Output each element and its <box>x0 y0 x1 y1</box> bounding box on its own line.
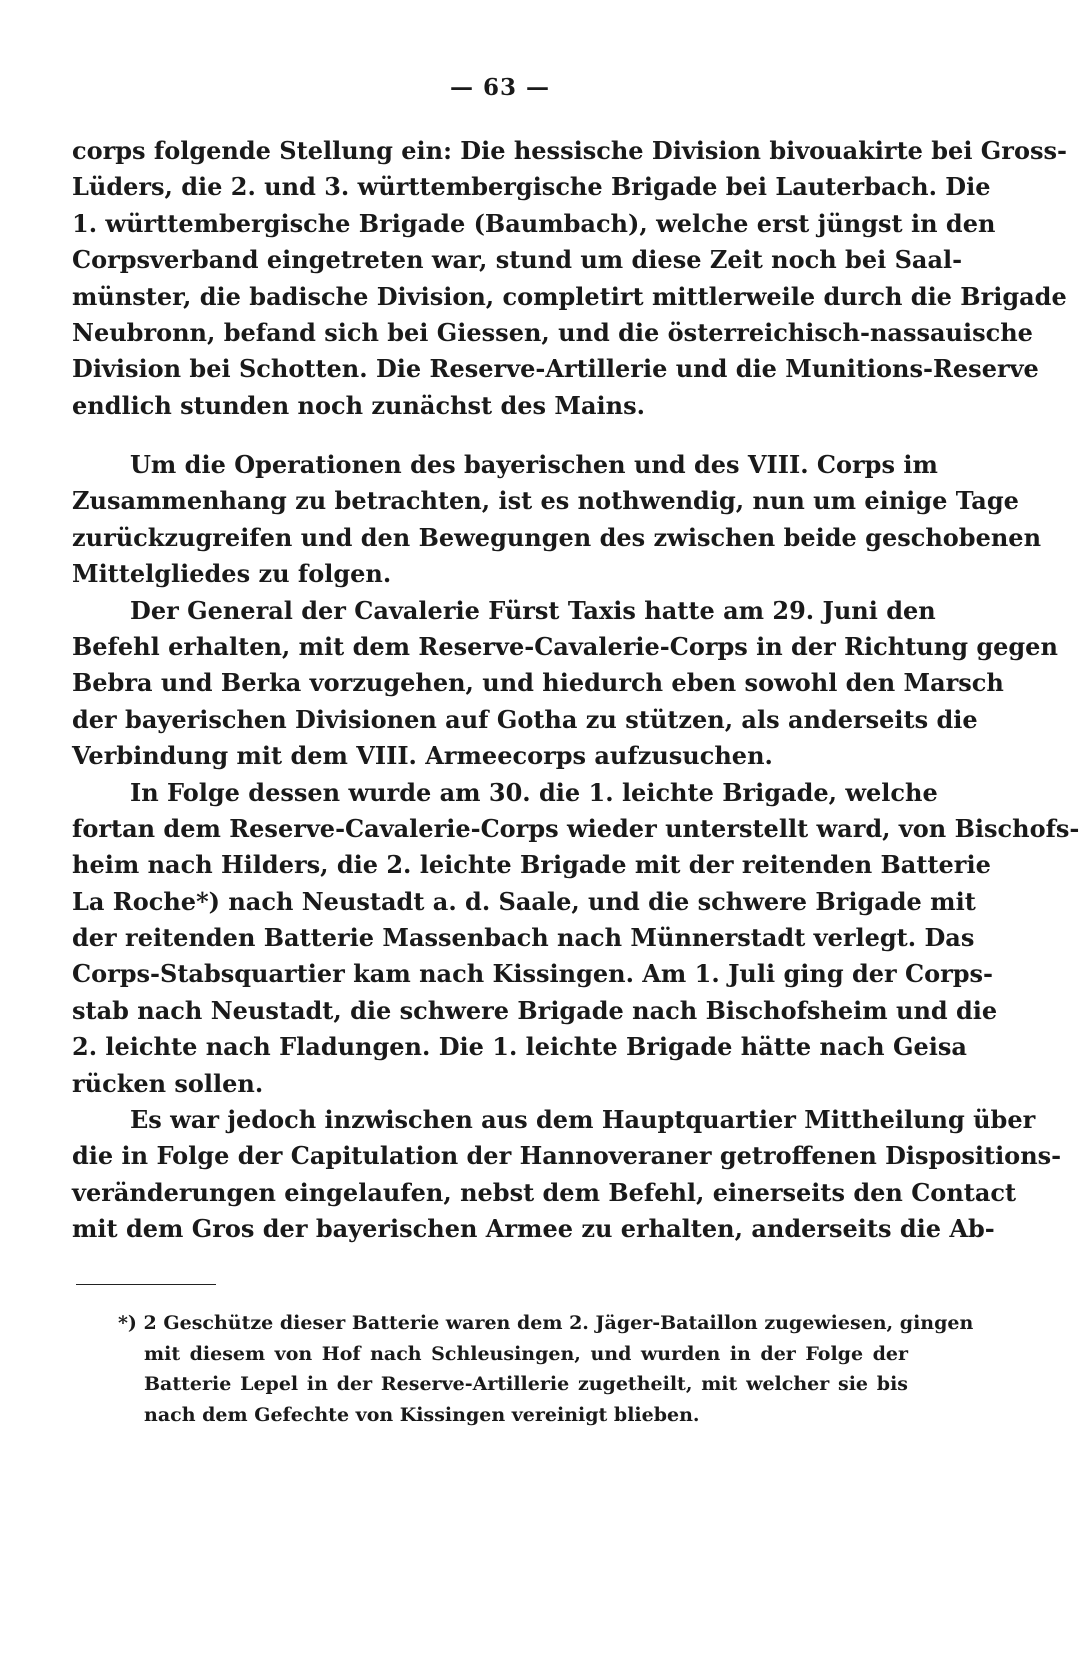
text-line: In Folge dessen wurde am 30. die 1. leichte Brigade, welche <box>130 777 938 807</box>
footnote-divider <box>76 1284 216 1285</box>
text-line: Verbindung mit dem VIII. Armeecorps aufzusuchen. <box>72 741 773 771</box>
text-line: rücken sollen. <box>72 1068 264 1098</box>
text-line: Corpsverband eingetreten war, stund um diese Zeit noch bei Saal- <box>72 245 963 275</box>
text-line: endlich stunden noch zunächst des Mains. <box>72 390 645 420</box>
text-line: veränderungen eingelaufen, nebst dem Befehl, einerseits den Contact <box>72 1177 1017 1207</box>
text-line: corps folgende Stellung ein: Die hessische Division bivouakirte bei Gross- <box>72 136 1067 165</box>
text-line: stab nach Neustadt, die schwere Brigade nach Bischofsheim und die <box>72 995 998 1025</box>
footnote-line: *) 2 Geschütze dieser Batterie waren dem 2. Jäger-Bataillon zugewiesen, gingen <box>118 1312 974 1334</box>
text-line: 1. württembergische Brigade (Baumbach), welche erst jüngst in den <box>72 208 996 238</box>
text-line: Zusammenhang zu betrachten, ist es nothwendig, nun um einige Tage <box>72 486 1019 516</box>
text-line: zurückzugreifen und den Bewegungen des zwischen beide geschobenen <box>72 522 1042 552</box>
text-line: Mittelgliedes zu folgen. <box>72 559 392 589</box>
text-line: mit dem Gros der bayerischen Armee zu erhalten, anderseits die Ab- <box>72 1214 995 1244</box>
text-line: Division bei Schotten. Die Reserve-Artillerie und die Munitions-Reserve <box>72 354 1039 384</box>
text-line: Bebra und Berka vorzugehen, und hiedurch eben sowohl den Marsch <box>72 668 1004 698</box>
text-line: Neubronn, befand sich bei Giessen, und die österreichisch-nassauische <box>72 317 1033 347</box>
footnote <box>118 1308 974 1430</box>
text-line: Corps-Stabsquartier kam nach Kissingen. Am 1. Juli ging der Corps- <box>72 959 994 989</box>
text-line: münster, die badische Division, completirt mittlerweile durch die Brigade <box>72 281 1067 311</box>
text-line: La Roche*) nach Neustadt a. d. Saale, und die schwere Brigade mit <box>72 886 976 916</box>
footnote-line: Batterie Lepel in der Reserve-Artillerie zugetheilt, mit welcher sie bis <box>144 1373 908 1395</box>
page-number: — 63 — <box>449 74 551 101</box>
text-line: Es war jedoch inzwischen aus dem Hauptquartier Mittheilung über <box>130 1105 1036 1135</box>
footnote-line: mit diesem von Hof nach Schleusingen, und wurden in der Folge der <box>144 1342 908 1365</box>
text-line: heim nach Hilders, die 2. leichte Brigade mit der reitenden Batterie <box>72 850 991 880</box>
text-line: der bayerischen Divisionen auf Gotha zu stützen, als anderseits die <box>72 704 978 734</box>
paragraph-1 <box>72 133 1067 424</box>
text-line: Der General der Cavalerie Fürst Taxis hatte am 29. Juni den <box>130 595 936 625</box>
text-line: die in Folge der Capitulation der Hannoveraner getroffenen Dispositions- <box>72 1141 1062 1171</box>
text-line: Lüders, die 2. und 3. württembergische Brigade bei Lauterbach. Die <box>72 172 991 202</box>
text-line: 2. leichte nach Fladungen. Die 1. leichte Brigade hätte nach Geisa <box>72 1032 967 1062</box>
text-line: Um die Operationen des bayerischen und des VIII. Corps im <box>130 450 938 479</box>
text-line: fortan dem Reserve-Cavalerie-Corps wieder unterstellt ward, von Bischofs- <box>72 813 1079 843</box>
footnote-line: nach dem Gefechte von Kissingen vereinigt blieben. <box>144 1403 700 1426</box>
text-line: der reitenden Batterie Massenbach nach Münnerstadt verlegt. Das <box>72 923 975 953</box>
text-line: Befehl erhalten, mit dem Reserve-Cavalerie-Corps in der Richtung gegen <box>72 631 1058 661</box>
paragraph-2 <box>72 447 1079 1248</box>
